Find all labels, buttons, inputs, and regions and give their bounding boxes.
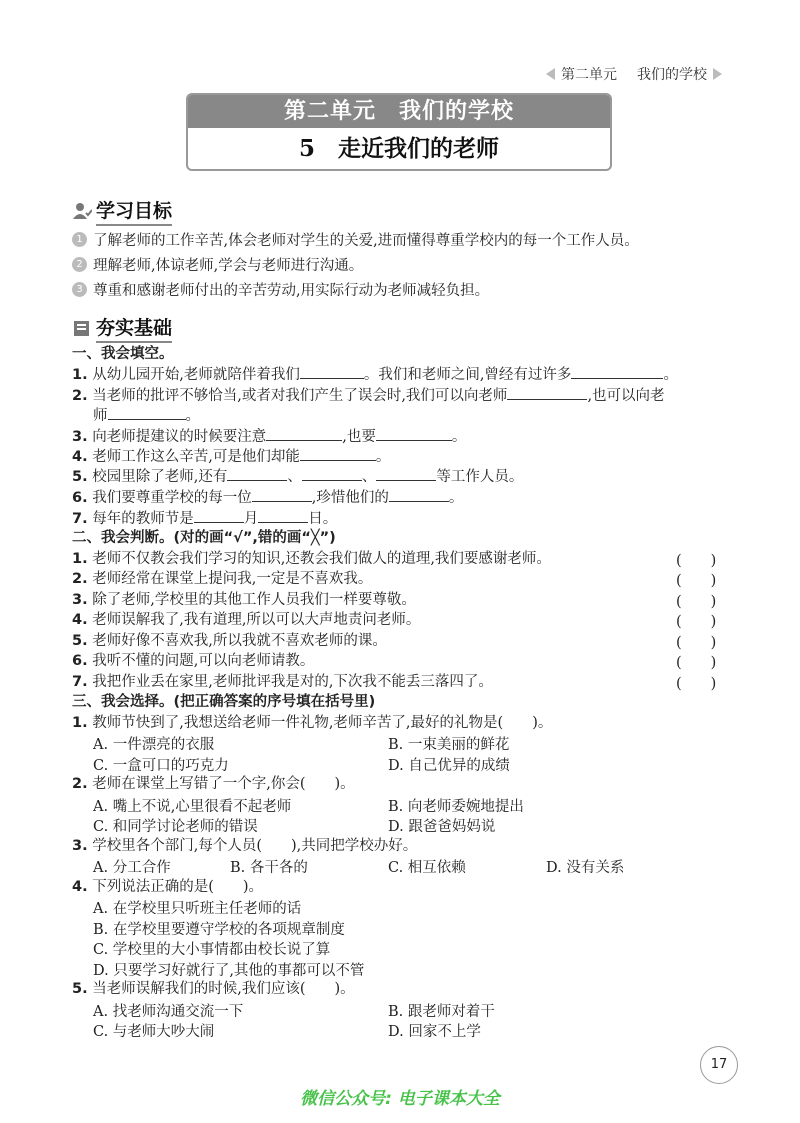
goal-number: 1 bbox=[72, 232, 87, 247]
fill-question-5 bbox=[72, 466, 523, 487]
question-text: 从幼儿园开始,老师就陪伴着我们 bbox=[92, 367, 300, 383]
question-text: 。 bbox=[663, 367, 678, 383]
answer-blank bbox=[300, 446, 376, 461]
answer-parentheses[interactable]: ( ) bbox=[676, 614, 717, 630]
question-text: 、 bbox=[287, 469, 302, 485]
question-text: 老师工作这么辛苦,可是他们却能 bbox=[92, 449, 300, 465]
option-d[interactable]: D. 没有关系 bbox=[546, 860, 625, 876]
choice-question-1 bbox=[72, 713, 552, 733]
option-a[interactable]: A. 分工合作 bbox=[93, 860, 171, 876]
triangle-left-icon bbox=[546, 68, 555, 80]
answer-blank bbox=[227, 466, 287, 481]
question-number: 1. bbox=[72, 367, 88, 383]
judge-item bbox=[72, 631, 387, 651]
title-box bbox=[186, 93, 612, 171]
option-c[interactable]: C. 和同学讨论老师的错误 bbox=[93, 819, 258, 835]
question-text: 。 bbox=[185, 408, 200, 424]
choice-question-5 bbox=[72, 979, 355, 999]
answer-blank bbox=[252, 487, 312, 502]
question-text: 校园里除了老师,还有 bbox=[92, 469, 228, 485]
question-number: 2. bbox=[72, 776, 88, 792]
question-text: 。 bbox=[448, 490, 464, 506]
fill-question-7 bbox=[72, 508, 337, 529]
running-header bbox=[546, 64, 722, 84]
question-number: 5. bbox=[72, 469, 88, 485]
answer-parentheses[interactable]: ( ) bbox=[676, 573, 717, 589]
unit-title: 第二单元 我们的学校 bbox=[188, 95, 610, 128]
option-a[interactable]: A. 找老师沟通交流一下 bbox=[93, 1004, 244, 1020]
option-d[interactable]: D. 只要学习好就行了,其他的事都可以不管 bbox=[93, 963, 365, 979]
fill-question-3 bbox=[72, 426, 466, 447]
question-text: 我们要尊重学校的每一位 bbox=[92, 490, 252, 506]
lesson-title: 5 走近我们的老师 bbox=[298, 135, 499, 162]
option-a[interactable]: A. 一件漂亮的衣服 bbox=[93, 737, 215, 753]
answer-parentheses[interactable]: ( ) bbox=[676, 635, 717, 651]
question-number: 4. bbox=[72, 449, 88, 465]
answer-blank bbox=[258, 508, 308, 523]
goals-heading bbox=[72, 196, 172, 226]
answer-parentheses[interactable]: ( ) bbox=[676, 553, 717, 569]
judge-item bbox=[72, 651, 314, 671]
question-text: 日。 bbox=[308, 511, 338, 527]
judge-text: 老师误解我了,我有道理,所以可以大声地责问老师。 bbox=[92, 612, 421, 628]
question-text: 、 bbox=[361, 469, 377, 485]
question-number: 7. bbox=[72, 511, 88, 527]
option-a[interactable]: A. 在学校里只听班主任老师的话 bbox=[93, 901, 302, 917]
answer-blank bbox=[376, 426, 452, 441]
question-text: 师 bbox=[93, 408, 108, 424]
option-a[interactable]: A. 嘴上不说,心里很看不起老师 bbox=[93, 799, 292, 815]
judge-text: 我听不懂的问题,可以向老师请教。 bbox=[92, 653, 315, 669]
goal-item bbox=[72, 254, 363, 275]
part3-title: 三、我会选择。(把正确答案的序号填在括号里) bbox=[72, 694, 376, 710]
part2-title: 二、我会判断。(对的画“√”,错的画“╳”) bbox=[72, 530, 336, 546]
option-c[interactable]: C. 学校里的大小事情都由校长说了算 bbox=[93, 942, 331, 958]
option-d[interactable]: D. 自己优异的成绩 bbox=[388, 758, 510, 774]
question-number: 5. bbox=[72, 633, 88, 649]
answer-blank bbox=[300, 364, 364, 379]
basics-heading bbox=[72, 313, 172, 343]
question-number: 6. bbox=[72, 653, 88, 669]
question-stem: 下列说法正确的是( )。 bbox=[92, 879, 264, 895]
goal-text: 尊重和感谢老师付出的辛苦劳动,用实际行动为老师减轻负担。 bbox=[93, 283, 490, 299]
question-number: 3. bbox=[72, 429, 88, 445]
question-number: 7. bbox=[72, 674, 88, 690]
judge-item bbox=[72, 610, 420, 630]
answer-parentheses[interactable]: ( ) bbox=[676, 676, 717, 692]
page-number: 17 bbox=[700, 1046, 738, 1084]
judge-text: 除了老师,学校里的其他工作人员我们一样要尊敬。 bbox=[92, 592, 416, 608]
question-text: ,也要 bbox=[342, 429, 376, 445]
question-stem: 老师在课堂上写错了一个字,你会( )。 bbox=[92, 776, 355, 792]
judge-text: 我把作业丢在家里,老师批评我是对的,下次我不能丢三落四了。 bbox=[92, 674, 493, 690]
question-number: 5. bbox=[72, 981, 88, 997]
question-number: 2. bbox=[72, 388, 88, 404]
learner-icon bbox=[72, 201, 92, 221]
part1-title: 一、我会填空。 bbox=[72, 346, 174, 362]
question-number: 3. bbox=[72, 838, 88, 854]
judge-text: 老师经常在课堂上提问我,一定是不喜欢我。 bbox=[92, 571, 373, 587]
option-b[interactable]: B. 各干各的 bbox=[230, 860, 308, 876]
choice-question-4 bbox=[72, 877, 263, 897]
question-text: 向老师提建议的时候要注意 bbox=[92, 429, 267, 445]
question-text: 。 bbox=[451, 429, 467, 445]
question-stem: 教师节快到了,我想送给老师一件礼物,老师辛苦了,最好的礼物是( )。 bbox=[92, 715, 553, 731]
option-b[interactable]: B. 向老师委婉地提出 bbox=[388, 799, 524, 815]
goal-text: 了解老师的工作辛苦,体会老师对学生的关爱,进而懂得尊重学校内的每一个工作人员。 bbox=[93, 233, 639, 249]
question-text: 。 bbox=[375, 449, 391, 465]
goal-item bbox=[72, 279, 489, 300]
option-d[interactable]: D. 跟爸爸妈妈说 bbox=[388, 819, 496, 835]
question-text: 当老师的批评不够恰当,或者对我们产生了误会时,我们可以向老师 bbox=[92, 388, 508, 404]
goals-heading-text: 学习目标 bbox=[96, 196, 172, 226]
answer-blank bbox=[376, 466, 436, 481]
footer-watermark: 微信公众号: 电子课本大全 bbox=[300, 1089, 500, 1109]
fill-question-1 bbox=[72, 364, 678, 385]
judge-item bbox=[72, 590, 416, 610]
running-header-unit: 第二单元 bbox=[561, 67, 617, 83]
option-c[interactable]: C. 与老师大吵大闹 bbox=[93, 1024, 215, 1040]
fill-question-2-cont bbox=[93, 405, 200, 426]
option-c[interactable]: C. 一盒可口的巧克力 bbox=[93, 758, 229, 774]
question-stem: 学校里各个部门,每个人员( ),共同把学校办好。 bbox=[92, 838, 418, 854]
option-b[interactable]: B. 在学校里要遵守学校的各项规章制度 bbox=[93, 922, 345, 938]
question-number: 4. bbox=[72, 612, 88, 628]
answer-blank bbox=[389, 487, 449, 502]
running-header-title: 我们的学校 bbox=[637, 67, 707, 83]
basics-heading-text: 夯实基础 bbox=[96, 313, 172, 343]
question-text: ,珍惜他们的 bbox=[311, 490, 389, 506]
answer-blank bbox=[266, 426, 342, 441]
question-number: 6. bbox=[72, 490, 88, 506]
goal-number: 2 bbox=[72, 257, 87, 272]
option-b[interactable]: B. 跟老师对着干 bbox=[388, 1004, 495, 1020]
option-b[interactable]: B. 一束美丽的鲜花 bbox=[388, 737, 510, 753]
answer-blank bbox=[571, 364, 663, 379]
fill-question-6 bbox=[72, 487, 463, 508]
judge-item bbox=[72, 672, 493, 692]
answer-blank bbox=[108, 405, 186, 420]
answer-blank bbox=[507, 385, 587, 400]
question-text: ,也可以向老 bbox=[587, 388, 665, 404]
book-icon bbox=[72, 318, 92, 338]
triangle-right-icon bbox=[713, 68, 722, 80]
question-text: 月 bbox=[243, 511, 259, 527]
question-text: 每年的教师节是 bbox=[92, 511, 194, 527]
choice-question-2 bbox=[72, 774, 355, 794]
option-c[interactable]: C. 相互依赖 bbox=[388, 860, 466, 876]
answer-blank bbox=[194, 508, 244, 523]
option-d[interactable]: D. 回家不上学 bbox=[388, 1024, 481, 1040]
goal-item bbox=[72, 229, 639, 250]
goal-text: 理解老师,体谅老师,学会与老师进行沟通。 bbox=[93, 258, 364, 274]
choice-question-3 bbox=[72, 836, 417, 856]
judge-text: 老师好像不喜欢我,所以我就不喜欢老师的课。 bbox=[92, 633, 387, 649]
question-stem: 当老师误解我们的时候,我们应该( )。 bbox=[92, 981, 355, 997]
answer-blank bbox=[302, 466, 362, 481]
fill-question-2 bbox=[72, 385, 665, 406]
question-text: 。我们和老师之间,曾经有过许多 bbox=[363, 367, 572, 383]
answer-parentheses[interactable]: ( ) bbox=[676, 655, 717, 671]
answer-parentheses[interactable]: ( ) bbox=[676, 594, 717, 610]
judge-text: 老师不仅教会我们学习的知识,还教会我们做人的道理,我们要感谢老师。 bbox=[92, 551, 551, 567]
goal-number: 3 bbox=[72, 282, 87, 297]
fill-question-4 bbox=[72, 446, 390, 467]
question-text: 等工作人员。 bbox=[436, 469, 524, 485]
question-number: 1. bbox=[72, 715, 88, 731]
question-number: 2. bbox=[72, 571, 88, 587]
question-number: 1. bbox=[72, 551, 88, 567]
judge-item bbox=[72, 549, 551, 569]
question-number: 4. bbox=[72, 879, 88, 895]
question-number: 3. bbox=[72, 592, 88, 608]
judge-item bbox=[72, 569, 372, 589]
